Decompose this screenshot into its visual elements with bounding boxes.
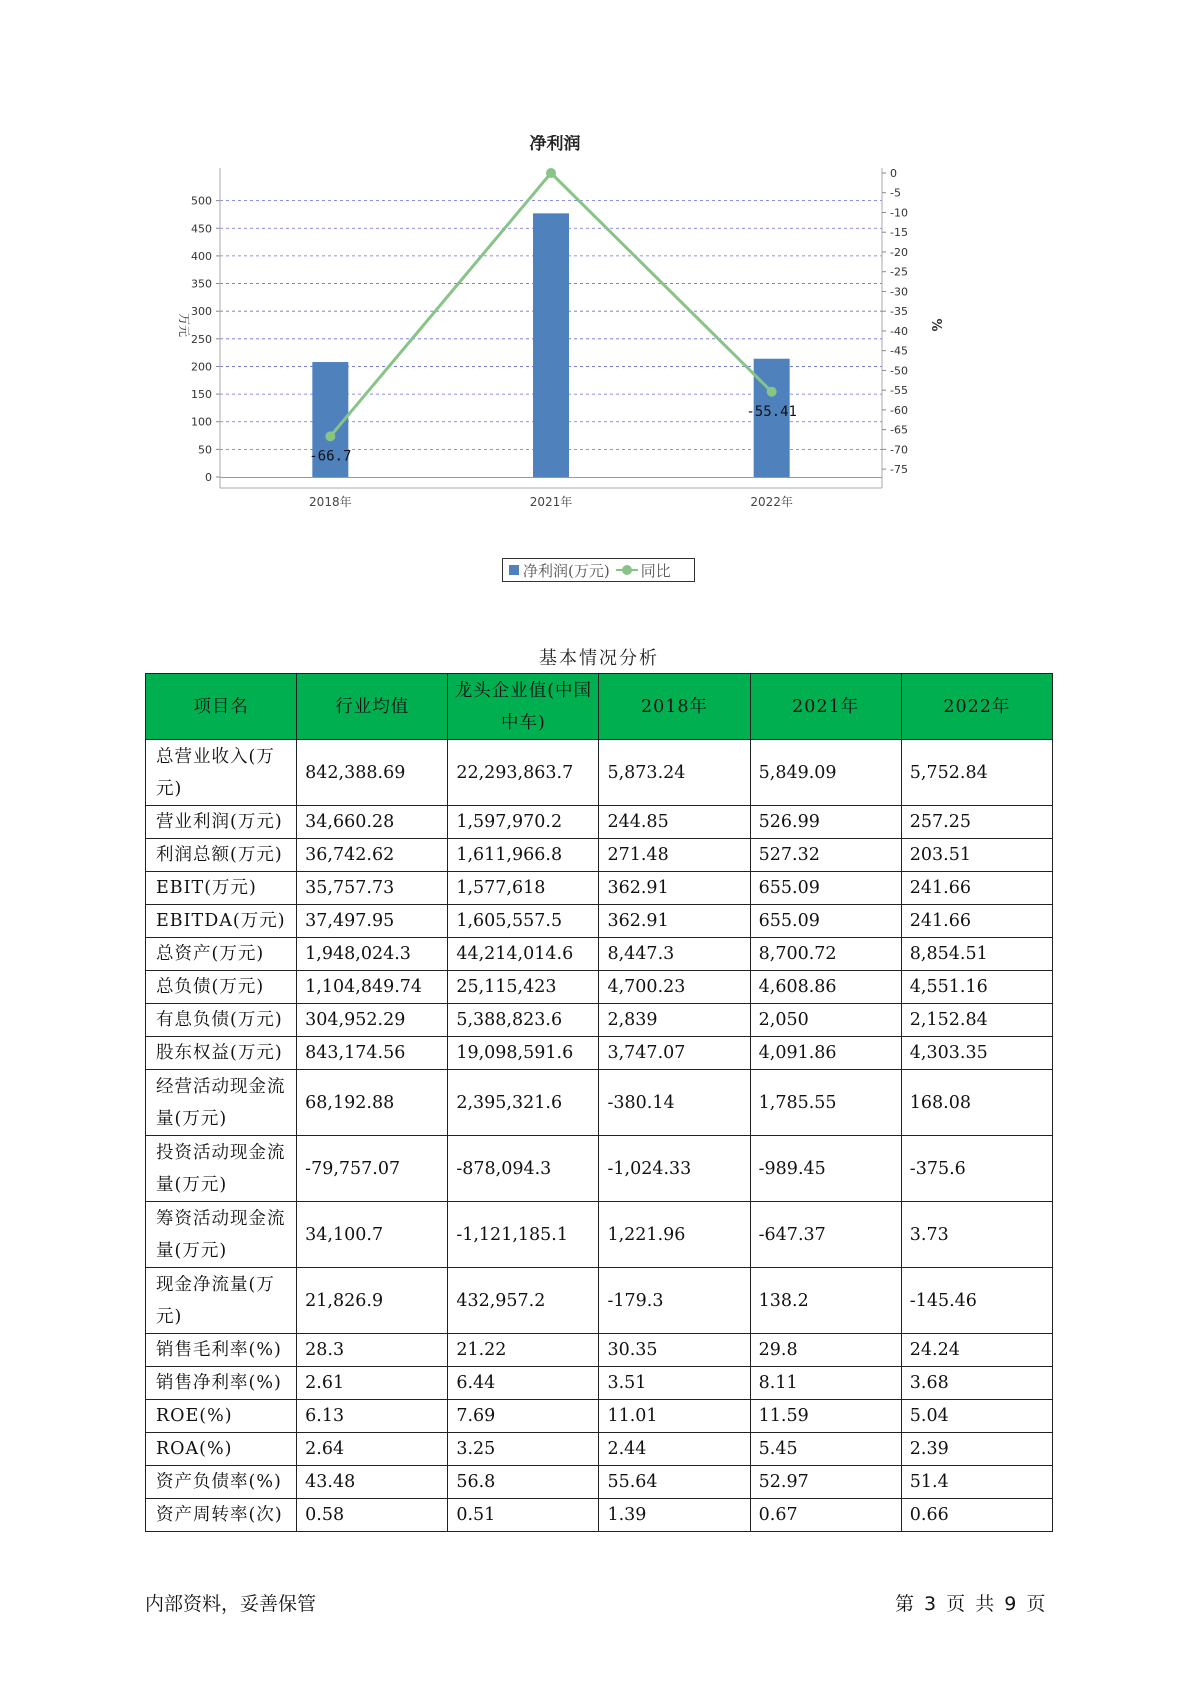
table-caption: 基本情况分析 (539, 648, 659, 669)
value-cell: 51.4 (901, 1466, 1052, 1499)
value-cell: 37,497.95 (297, 905, 448, 938)
y2-axis-label: % (928, 318, 943, 332)
column-header: 龙头企业值(中国中车) (448, 674, 599, 740)
table-row (146, 938, 1053, 971)
row-label-cell: EBITDA(万元) (146, 905, 297, 938)
table-row (146, 1367, 1053, 1400)
table-row (146, 1136, 1053, 1202)
value-cell: 3.68 (901, 1367, 1052, 1400)
row-label-cell: 总负债(万元) (146, 971, 297, 1004)
value-cell: 4,303.35 (901, 1037, 1052, 1070)
line-point (546, 168, 556, 178)
value-cell: -1,024.33 (599, 1136, 750, 1202)
y-tick-label: 100 (191, 415, 212, 429)
value-cell: 5.45 (750, 1433, 901, 1466)
line-point (325, 431, 335, 441)
value-cell: 1,611,966.8 (448, 839, 599, 872)
table-row (146, 1334, 1053, 1367)
value-cell: 1,597,970.2 (448, 806, 599, 839)
value-cell: 4,608.86 (750, 971, 901, 1004)
value-cell: 1,221.96 (599, 1202, 750, 1268)
value-cell: 0.51 (448, 1499, 599, 1532)
value-cell: 52.97 (750, 1466, 901, 1499)
value-cell: 244.85 (599, 806, 750, 839)
value-cell: 8,447.3 (599, 938, 750, 971)
chart-canvas (170, 135, 1030, 555)
value-cell: 241.66 (901, 872, 1052, 905)
x-tick-label: 2018年 (309, 495, 352, 509)
data-label: -66.7 (309, 448, 352, 465)
value-cell: 362.91 (599, 905, 750, 938)
value-cell: 257.25 (901, 806, 1052, 839)
value-cell: 0.66 (901, 1499, 1052, 1532)
y2-tick-label: -10 (890, 206, 908, 220)
value-cell: -380.14 (599, 1070, 750, 1136)
legend-label-line: 同比 (640, 561, 671, 580)
row-label-cell: EBIT(万元) (146, 872, 297, 905)
value-cell: 3.73 (901, 1202, 1052, 1268)
y2-tick-label: -65 (890, 423, 908, 437)
y-tick-label: 150 (191, 388, 212, 402)
footer-page-number: 第 3 页 共 9 页 (895, 1593, 1046, 1615)
y-tick-label: 0 (205, 471, 212, 484)
value-cell: 2,839 (599, 1004, 750, 1037)
table-row (146, 740, 1053, 806)
y-tick-label: 500 (191, 194, 212, 208)
value-cell: 5,752.84 (901, 740, 1052, 806)
row-label-cell: 有息负债(万元) (146, 1004, 297, 1037)
row-label-cell: ROA(%) (146, 1433, 297, 1466)
value-cell: 21,826.9 (297, 1268, 448, 1334)
value-cell: 1,104,849.74 (297, 971, 448, 1004)
column-header: 2018年 (599, 674, 750, 740)
value-cell: 4,700.23 (599, 971, 750, 1004)
value-cell: -878,094.3 (448, 1136, 599, 1202)
table-row (146, 1400, 1053, 1433)
table-row (146, 1037, 1053, 1070)
value-cell: 2.39 (901, 1433, 1052, 1466)
value-cell: 35,757.73 (297, 872, 448, 905)
row-label-cell: 销售净利率(%) (146, 1367, 297, 1400)
value-cell: 0.58 (297, 1499, 448, 1532)
table-row (146, 1070, 1053, 1136)
row-label-cell: 销售毛利率(%) (146, 1334, 297, 1367)
value-cell: 11.59 (750, 1400, 901, 1433)
table-row (146, 1466, 1053, 1499)
value-cell: 19,098,591.6 (448, 1037, 599, 1070)
y2-tick-label: -5 (890, 186, 901, 200)
y2-tick-label: -20 (890, 245, 908, 259)
table-row (146, 971, 1053, 1004)
y2-tick-label: -30 (890, 285, 908, 299)
value-cell: 6.13 (297, 1400, 448, 1433)
column-header: 2022年 (901, 674, 1052, 740)
value-cell: 68,192.88 (297, 1070, 448, 1136)
value-cell: 30.35 (599, 1334, 750, 1367)
x-tick-label: 2021年 (529, 495, 573, 509)
value-cell: 8,700.72 (750, 938, 901, 971)
value-cell: 56.8 (448, 1466, 599, 1499)
value-cell: 5,849.09 (750, 740, 901, 806)
row-label-cell: 筹资活动现金流量(万元) (146, 1202, 297, 1268)
value-cell: 43.48 (297, 1466, 448, 1499)
chart-title: 净利润 (529, 135, 581, 154)
value-cell: -179.3 (599, 1268, 750, 1334)
y2-tick-label: 0 (890, 167, 897, 180)
value-cell: 55.64 (599, 1466, 750, 1499)
value-cell: 526.99 (750, 806, 901, 839)
row-label-cell: 资产周转率(次) (146, 1499, 297, 1532)
data-label: -55.41 (746, 403, 797, 420)
value-cell: 36,742.62 (297, 839, 448, 872)
value-cell: 6.44 (448, 1367, 599, 1400)
table-row (146, 839, 1053, 872)
y-tick-label: 350 (191, 277, 212, 291)
y-axis-label: 万元 (177, 312, 191, 338)
value-cell: 29.8 (750, 1334, 901, 1367)
value-cell: -145.46 (901, 1268, 1052, 1334)
legend-label-bar: 净利润(万元) (523, 561, 610, 580)
value-cell: 5,873.24 (599, 740, 750, 806)
value-cell: 11.01 (599, 1400, 750, 1433)
net-profit-chart (170, 135, 1030, 605)
value-cell: 2,050 (750, 1004, 901, 1037)
y-tick-label: 300 (191, 305, 212, 319)
value-cell: 34,100.7 (297, 1202, 448, 1268)
y2-tick-label: -25 (890, 265, 908, 279)
table-row (146, 872, 1053, 905)
value-cell: 4,091.86 (750, 1037, 901, 1070)
value-cell: 362.91 (599, 872, 750, 905)
table-row (146, 905, 1053, 938)
value-cell: 3,747.07 (599, 1037, 750, 1070)
bar (533, 213, 569, 477)
value-cell: 843,174.56 (297, 1037, 448, 1070)
table-row (146, 1268, 1053, 1334)
value-cell: 8,854.51 (901, 938, 1052, 971)
value-cell: 3.25 (448, 1433, 599, 1466)
value-cell: 4,551.16 (901, 971, 1052, 1004)
line-point (767, 387, 777, 397)
legend-swatch-line (616, 565, 638, 575)
y2-tick-label: -70 (890, 443, 908, 457)
value-cell: 2,395,321.6 (448, 1070, 599, 1136)
value-cell: 271.48 (599, 839, 750, 872)
x-tick-label: 2022年 (750, 495, 793, 509)
y-tick-label: 400 (191, 249, 212, 263)
value-cell: 527.32 (750, 839, 901, 872)
value-cell: 241.66 (901, 905, 1052, 938)
value-cell: 25,115,423 (448, 971, 599, 1004)
value-cell: -375.6 (901, 1136, 1052, 1202)
row-label-cell: 营业利润(万元) (146, 806, 297, 839)
value-cell: 655.09 (750, 905, 901, 938)
row-label-cell: 利润总额(万元) (146, 839, 297, 872)
value-cell: 1,605,557.5 (448, 905, 599, 938)
row-label-cell: 投资活动现金流量(万元) (146, 1136, 297, 1202)
value-cell: 3.51 (599, 1367, 750, 1400)
value-cell: 168.08 (901, 1070, 1052, 1136)
table-row (146, 806, 1053, 839)
value-cell: 203.51 (901, 839, 1052, 872)
y-tick-label: 450 (191, 222, 212, 236)
row-label-cell: 股东权益(万元) (146, 1037, 297, 1070)
value-cell: -79,757.07 (297, 1136, 448, 1202)
column-header: 行业均值 (297, 674, 448, 740)
value-cell: 21.22 (448, 1334, 599, 1367)
value-cell: 1,785.55 (750, 1070, 901, 1136)
chart-legend (502, 558, 695, 582)
value-cell: 34,660.28 (297, 806, 448, 839)
value-cell: 304,952.29 (297, 1004, 448, 1037)
table-header-row (146, 674, 1053, 740)
y2-tick-label: -60 (890, 403, 908, 417)
legend-swatch-bar (509, 565, 519, 575)
value-cell: 0.67 (750, 1499, 901, 1532)
value-cell: -647.37 (750, 1202, 901, 1268)
value-cell: 5,388,823.6 (448, 1004, 599, 1037)
value-cell: 22,293,863.7 (448, 740, 599, 806)
value-cell: 8.11 (750, 1367, 901, 1400)
value-cell: 24.24 (901, 1334, 1052, 1367)
value-cell: 842,388.69 (297, 740, 448, 806)
value-cell: 655.09 (750, 872, 901, 905)
value-cell: 44,214,014.6 (448, 938, 599, 971)
column-header: 项目名 (146, 674, 297, 740)
y2-tick-label: -50 (890, 364, 908, 378)
row-label-cell: 总营业收入(万元) (146, 740, 297, 806)
value-cell: 1.39 (599, 1499, 750, 1532)
row-label-cell: 资产负债率(%) (146, 1466, 297, 1499)
value-cell: 2.64 (297, 1433, 448, 1466)
value-cell: 1,948,024.3 (297, 938, 448, 971)
y-tick-label: 200 (191, 360, 212, 374)
y-tick-label: 250 (191, 332, 212, 346)
y2-tick-label: -35 (890, 305, 908, 319)
value-cell: -989.45 (750, 1136, 901, 1202)
y-tick-label: 50 (198, 443, 212, 457)
table-row (146, 1433, 1053, 1466)
value-cell: 5.04 (901, 1400, 1052, 1433)
value-cell: 2.61 (297, 1367, 448, 1400)
table-row (146, 1004, 1053, 1037)
table-row (146, 1202, 1053, 1268)
y2-tick-label: -15 (890, 226, 908, 240)
row-label-cell: 经营活动现金流量(万元) (146, 1070, 297, 1136)
row-label-cell: 总资产(万元) (146, 938, 297, 971)
y2-tick-label: -45 (890, 344, 908, 358)
y2-tick-label: -55 (890, 384, 908, 398)
value-cell: -1,121,185.1 (448, 1202, 599, 1268)
column-header: 2021年 (750, 674, 901, 740)
row-label-cell: 现金净流量(万元) (146, 1268, 297, 1334)
y2-tick-label: -40 (890, 324, 908, 338)
value-cell: 432,957.2 (448, 1268, 599, 1334)
value-cell: 2,152.84 (901, 1004, 1052, 1037)
footer-confidential-note: 内部资料，妥善保管 (145, 1593, 317, 1615)
value-cell: 7.69 (448, 1400, 599, 1433)
value-cell: 28.3 (297, 1334, 448, 1367)
y2-tick-label: -75 (890, 463, 908, 477)
value-cell: 1,577,618 (448, 872, 599, 905)
row-label-cell: ROE(%) (146, 1400, 297, 1433)
value-cell: 138.2 (750, 1268, 901, 1334)
table-row (146, 1499, 1053, 1532)
value-cell: 2.44 (599, 1433, 750, 1466)
basic-analysis-table (145, 673, 1053, 1532)
